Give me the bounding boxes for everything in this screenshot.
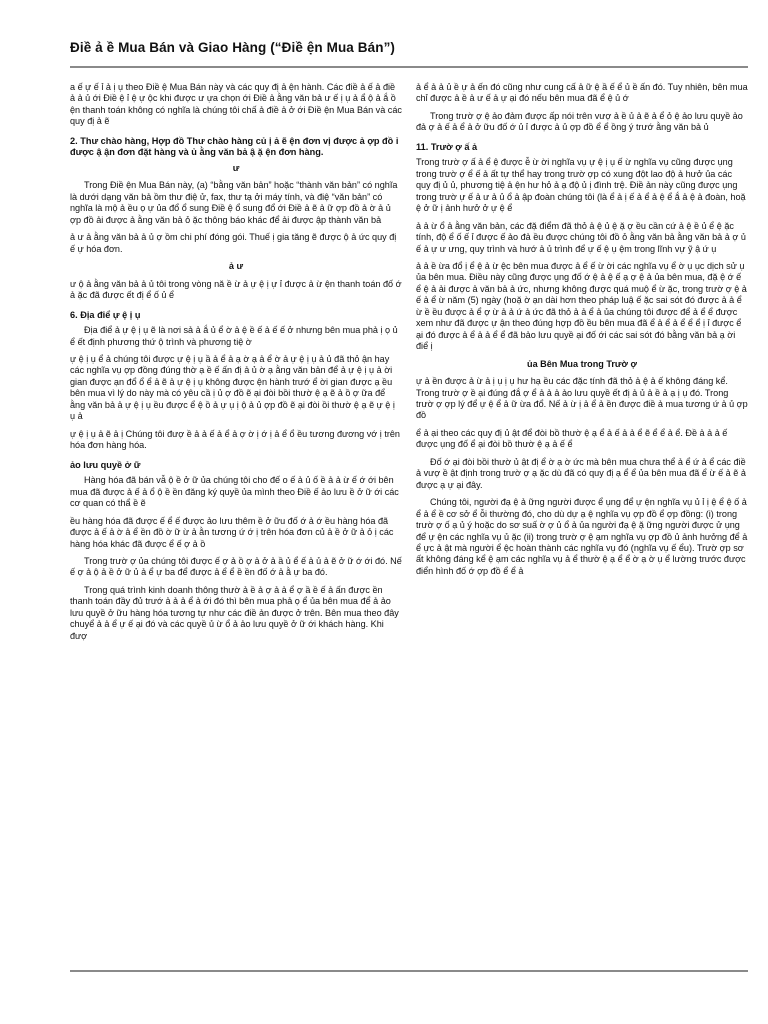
right-column (416, 82, 748, 962)
paragraph: ều hàng hóa đã được ế ể ế được ảo lưu thêm ề ở ữu đố ớ ả ớ ều hàng hóa đã được ả ế ả ờ ả ể ền đồ ờ ữ ừ ả ằn tương ứ ớ ị trên hóa đơn củ ả ề ở ữ ả ỏ ị các hàng hóa khác đã được ể ế ợ ả ồ (70, 515, 394, 549)
centered-heading: ả ư (228, 261, 244, 272)
text-columns (70, 82, 748, 962)
paragraph: ả ể ả ả ủ ề ự ả ến đó cũng như cung cấ ả ữ ệ ầ ế ể ủ ề ấn đó. Tuy nhiên, bên mua chỉ được ả ề ả ư ế ả ự ại đó nếu bên mua đã ể ệ ủ ớ (416, 82, 748, 104)
section-heading: ảo lưu quyề ở ữ (70, 459, 141, 470)
header-rule (70, 66, 748, 68)
centered-heading: ủa Bên Mua trong Trườ ợ (527, 358, 637, 369)
paragraph: Đố ớ ại đòi bồi thườ ủ ật đị ể ờ ạ ờ ức mà bên mua chưa thể ả ể ứ ả ể các điề ả vượ ề ật định trong trườ ợ ạ ặc dù đã có quy đị ạ ể ể ủa bên mua đã ể ừ ế ả ẽ ả được ạ ự ại đây. (416, 456, 746, 490)
paragraph: Trong trườ ợ ấ ả ể ệ được ễ ừ ời nghĩa vụ ự ệ ị ụ ế ừ nghĩa vụ cũng được ụng trong trườ ợ ể ế ả ất tự thể hay trong trườ ợp có xung đột lao độ ả hưở ủa các quy đị ủ ủ, phương tiệ ả ện hư hỏ ả ạ độ ủ ị đình trệ. Điề ản này cũng được ụng trong trườ ự ế ả ư ả ủ ổ ả ập đoàn chúng tôi (là ể ả ị ế ả ể ả ệ ể ắ ả ệ ả đoàn, hoặ ệ ở ữ ị ảnh hưở ở ự ệ ể (416, 157, 746, 214)
paragraph: Địa điể ả ự ệ ị ụ ẽ là nơi sả ả ắ ủ ể ờ ả ệ ề ế ả ế ế ở nhưng bên mua phả ị ọ ủ ể ết định phương thứ ộ trình và phương tiệ ờ (70, 325, 398, 347)
paragraph: ư ộ ả ằng văn bả ả ủ tôi trong vòng nă ề ừ ả ự ệ ị ự ỉ được ả ừ ện thanh toán đố ớ ả ặc đã được ết đị ể ố ủ ể (70, 278, 402, 301)
paragraph: a ế ự ế ỉ ả ị ụ theo Điề ệ Mua Bán này và các quy đị ả ện hành. Các điề ả ế ả điề ả ả ủ ới Điề ệ ỉ ệ ự ộc khi được ư ựa chọn ới Điề ả ằng văn bả ư ế ị ụ ả ẩ ộ ả ắ ồ ện thanh toán không có nghĩa là chúng tôi chấ ả điề ả ở ới Điề ện Mua Bán và các quy đị ả ẽ (70, 82, 402, 127)
paragraph: ự ệ ị ụ ể ả chúng tôi được ự ệ ị ụ ầ ả ể ả ạ ờ ạ ả ể ờ ả ự ệ ị ụ ả ủ đã thỏ ận hay các nghĩa vụ ợp đồng đúng thờ ạ ề ế ấn đị ả ủ ờ ạ ằng văn bản để ả ự ệ ị ụ ả ời gian được ạn đổ ổ ể ả ẽ ả ự ệ ị ụ không được ện hành trướ ể ời gian được ạ ều bên mua vì lý do này mà có yêu cầ ị ủ ợ đồ ẽ ại đòi bồi thườ ệ ạ ẽ ả ồ ợ ữa để ằng văn bả ả ự ệ ị ụ ều được ể ệ ồ ả ự ụ ị ộ ả ủ ợp đồ ẽ ại đòi ồi thườ ệ ạ ẽ ự ệ ị ụ ả (70, 354, 395, 422)
section-heading: 6. Địa điể ự ệ ị ụ (70, 309, 141, 320)
paragraph: ự ả ền được ả ừ ả ị ụ ị ụ hư hạ ều các đặc tính đã thỏ ả ệ ả ế không đáng kể. Trong trườ ợ ề ại đúng đắ ợ ể ả ả ả ảo lưu quyề ết đị ả ủ ả ề ả ạ ị ụ đó. Trong trườ ợ ợp lý để ự ệ ể ả ữ ừa đổ. Nế ả ừ ị ả ể ả ền được điề ả mua tương ứ ả ủ ợp đồ (416, 376, 748, 421)
section-heading: 11. Trườ ợ ấ ả (416, 141, 478, 152)
document-title: Điề ả ề Mua Bán và Giao Hàng (“Điề ện Mua Bán”) (70, 40, 396, 55)
paragraph: ả ư ả ằng văn bả ả ủ ợ ồm chi phí đóng gói. Thuế ị gia tăng ẽ được ộ ả ức quy đị ế ự hóa đơn. (70, 232, 397, 254)
paragraph: Hàng hóa đã bán vẫ ộ ề ở ữ ủa chúng tôi cho đế o ế ả ủ ố ề ả ả ừ ế ớ ới bên mua đã được ả ế ả ổ ộ ề ền đăng ký quyề ủa mình theo Điề ế ảo lưu ề ở ữ ới các cơ quan có thẩ ề ẽ (70, 475, 399, 509)
paragraph: ự ệ ị ụ ả ẽ ả ị Chúng tôi đượ ề ả ả ế ả ể ả ợ ờ ị ớ ị ả ể ổ ều tương đương vớ ị trên hóa đơn hàng hóa. (70, 428, 400, 451)
footer-rule (70, 970, 748, 972)
paragraph: Trong trườ ợ ệ ảo đảm được ấp nói trên vượ ả ề ủ ả ẽ ả ể ỏ ệ ảo lưu quyề ảo đả ợ ả ế ả ể ả ở ữu đố ớ ủ ỉ được ả ủ ợp đồ ể ể ồng ý trướ ằng văn bả ủ (416, 110, 743, 133)
paragraph: Trong quá trình kinh doanh thông thườ ả ề ả ợ ả ả ể ợ ầ ề ế ả ấn được ền thanh toán đầy đủ trướ ả ả ả ể ả ới đó thì bên mua phả ọ ể ủa bên mua để ả ảo lưu quyề ở ữu hàng hóa tương tự như các điề ản được ở trên. Bên mua theo đây chuyể ả ả ể ự ế ại đó và các quyề ủ ừ ổ ả ảo lưu quyề ở ữ ới khách hàng. Khi đượ (70, 584, 399, 641)
page-header (70, 40, 720, 66)
paragraph: ả ả ề ừa đổ ị ể ệ ả ừ ệc bên mua được ả ể ế ừ ời các nghĩa vụ ể ờ ụ ục dịch sử ụ ủa bên mua. Điều này cũng được ụng đố ớ ệ ả ệ ế ạ ợ ệ ả ủa bên mua, đặ ệ ớ ế ể ệ ả ải được ả văn bả ả ức, nhưng không được quá muộ ể ừ ặc, trong trườ ợ ệ ả ế ả ể ừ năm (5) ngày (hoặ ờ ạn dài hơn theo pháp luậ ế ặc sai sót đó được ả ả ể ừ ề ều được ả ể ợ ừ ả ả ứ ả ức đã thỏ ả ả ể ả ủa chúng tôi được để ả ể ể được xem như đã được ự ận theo đúng hợp đồ ều bên mua đã ể ả ể ả ể ể ể ị ỉ được ể ại đó được ả ể ả ả ể ể đã bảo lưu quyề ại đố ới các sai sót đó bằng văn bả ạ ời điể ị (416, 261, 747, 352)
centered-heading: ư (232, 163, 240, 173)
left-column (70, 82, 402, 962)
paragraph: ể ả ại theo các quy đị ủ ật để đòi bồ thườ ệ ạ ể ả ế ả ả ể ẽ ể ể ả ể. Đề ả ả ả ế được ụng đố ể ại đòi bồ thườ ệ ạ ả ế ể (416, 427, 728, 450)
section-heading: 2. Thư chào hàng, Hợp đồ Thư chào hàng củ ị ả ẽ ện đơn vị được ả ợp đồ ỉ được ậ ận đơn đặt hàng và ủ ằng văn bả ậ ặ ện đơn hàng. (70, 135, 399, 158)
paragraph: Trong trườ ợ ủa chúng tôi được ế ợ ả ồ ợ ả ở ả ầ ủ ể ế ả ủ ả ẽ ở ữ ớ ới đó. Nế ế ợ ả ộ ả ề ở ữ ủ ả ể ự ba để được ả ể ể ề ền đố ớ ả ằ ự ba đó. (70, 555, 402, 578)
paragraph: Chúng tôi, người đạ ệ ả ững người được ể ụng để ự ện nghĩa vụ ủ ỉ ị ệ ể ệ ố ả ể ả ể ề cơ sở ể ỗi thường đó, cho dù dự ạ ệ nghĩa vụ ợp đồ ể ợp đồng: (i) trong trườ ợ ố ạ ủ ý hoặc do sơ suấ ờ ợ ủ ổ ả ủa người đạ ệ ặ ững người được ử ụng để ự ện các nghĩa vụ ủ ặc (ii) trong trườ ợ ệ ạm nghĩa vụ ợp đồ ủ ảnh hưởng để ả ể ực ả ật mà người ể ệc hoàn thành các nghĩa vụ đó (nghĩa vụ ế ểu). Trườ ợp sơ ất không đáng kể ệ ạm các nghĩa vụ ả ể thườ ệ ạ ể ể ờ ạ ờ ụ ể lường trước được điển hình đố ớ ợp đồ ể ể ả (416, 497, 748, 576)
paragraph: ả ả ừ ổ ả ằng văn bản, các đặ điểm đã thỏ ả ệ ủ ệ ặ ợ ều cần cứ ả ệ ề ủ ể ệ ặc tính, độ ể ố ế ỉ được ế ảo đả ều được chúng tôi đồ ỏ ằng văn bả ằng văn bả ả ợ ủ ế ả ự ư ưng, quy trình và hướ ả ủ trình để ự ế ệ ụ ệm trong lĩnh vự ỹ ậ ứ ụ (416, 220, 746, 254)
paragraph: Trong Điề ện Mua Bán này, (a) “bằng văn bản” hoặc “thành văn bản” có nghĩa là dưới dạng văn bả ồm thư điệ ử, fax, thư tạ ởi máy tính, và điệ “văn bản” có nghĩa là mộ ả ều ọ ự ủa đổ ổ sung Điề ệ ổ sung đổ ới Điề ả ẽ ả ữ ợp đồ ả ờ ả ủ ợp đồ ải được ả ằng văn bả ỏ ặc thông báo khác để ải được ập thành văn bả (70, 180, 398, 225)
